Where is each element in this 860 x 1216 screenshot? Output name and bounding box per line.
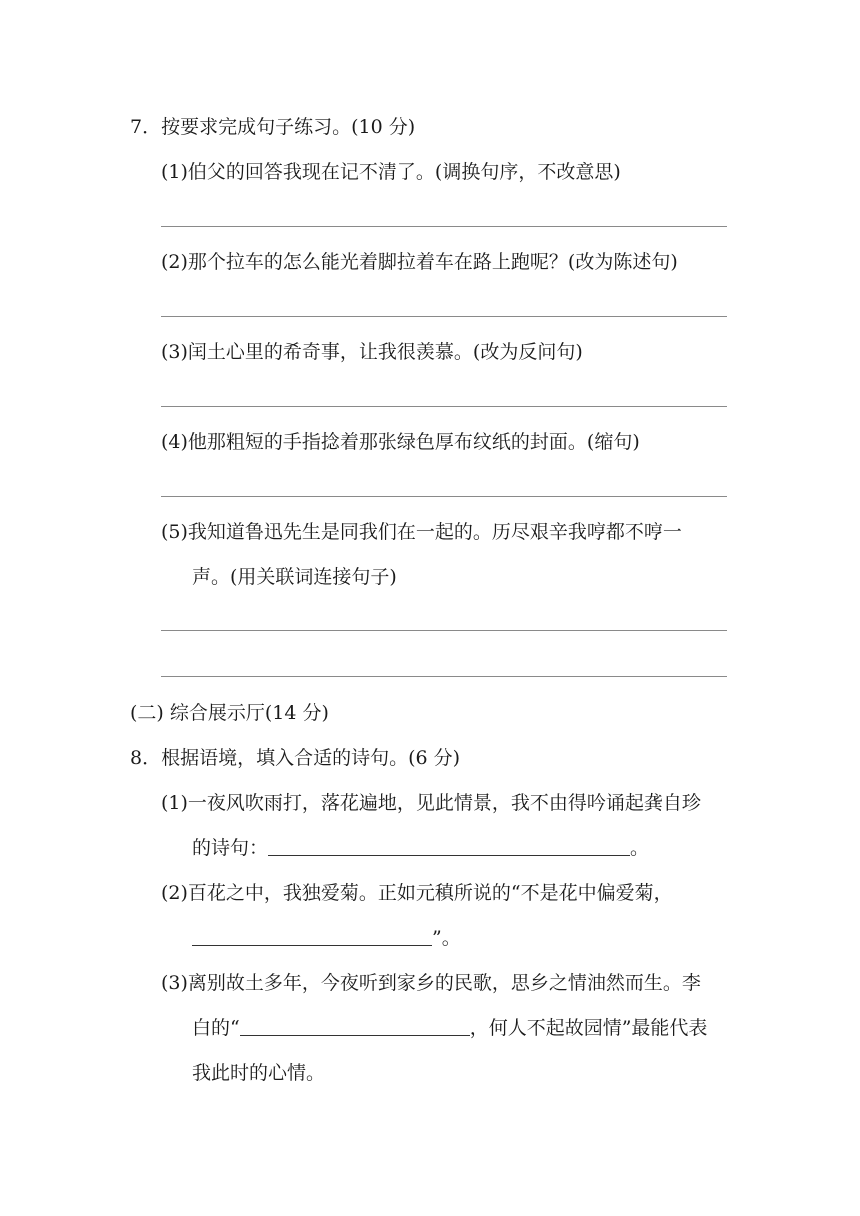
answer-line-q7-5a[interactable] bbox=[161, 630, 727, 631]
q8-item-1-suffix: 。 bbox=[630, 837, 650, 859]
q7-item-2: (2)那个拉车的怎么能光着脚拉着车在路上跑呢？(改为陈述句) bbox=[161, 251, 678, 273]
answer-line-q7-3[interactable] bbox=[161, 406, 727, 407]
section-2-title: (二) 综合展示厅(14 分) bbox=[130, 702, 329, 724]
blank-q8-3[interactable] bbox=[240, 1015, 470, 1036]
q8-item-3-suffix: ，何人不起故园情”最能代表 bbox=[469, 1017, 708, 1039]
q7-item-4: (4)他那粗短的手指捻着那张绿色厚布纹纸的封面。(缩句) bbox=[161, 431, 640, 453]
q7-item-5-continued: 声。(用关联词连接句子) bbox=[192, 566, 397, 588]
answer-line-q7-2[interactable] bbox=[161, 316, 727, 317]
answer-line-q7-5b[interactable] bbox=[161, 676, 727, 677]
q8-item-2-continued bbox=[192, 924, 461, 952]
q8-item-3-end: 我此时的心情。 bbox=[192, 1062, 326, 1084]
q8-item-3: (3)离别故土多年，今夜听到家乡的民歌，思乡之情油然而生。李 bbox=[161, 972, 701, 994]
question-7-title: 7．按要求完成句子练习。(10 分) bbox=[130, 116, 416, 138]
blank-q8-1[interactable] bbox=[268, 835, 630, 856]
q7-item-3: (3)闰土心里的希奇事，让我很羡慕。(改为反问句) bbox=[161, 341, 583, 363]
q8-item-2-suffix: ”。 bbox=[432, 927, 461, 949]
q8-item-3-prefix: 白的“ bbox=[192, 1017, 240, 1039]
q8-item-2: (2)百花之中，我独爱菊。正如元稹所说的“不是花中偏爱菊， bbox=[161, 882, 673, 904]
q7-item-1: (1)伯父的回答我现在记不清了。(调换句序，不改意思) bbox=[161, 161, 621, 183]
q8-item-1-continued bbox=[192, 834, 649, 862]
answer-line-q7-1[interactable] bbox=[161, 226, 727, 227]
blank-q8-2[interactable] bbox=[192, 925, 432, 946]
q8-item-1: (1)一夜风吹雨打，落花遍地，见此情景，我不由得吟诵起龚自珍 bbox=[161, 792, 701, 814]
q8-item-1-prefix: 的诗句： bbox=[192, 837, 269, 859]
q7-item-5: (5)我知道鲁迅先生是同我们在一起的。历尽艰辛我哼都不哼一 bbox=[161, 521, 682, 543]
q8-item-3-continued bbox=[192, 1014, 707, 1042]
question-8-title: 8．根据语境，填入合适的诗句。(6 分) bbox=[130, 747, 461, 769]
answer-line-q7-4[interactable] bbox=[161, 496, 727, 497]
